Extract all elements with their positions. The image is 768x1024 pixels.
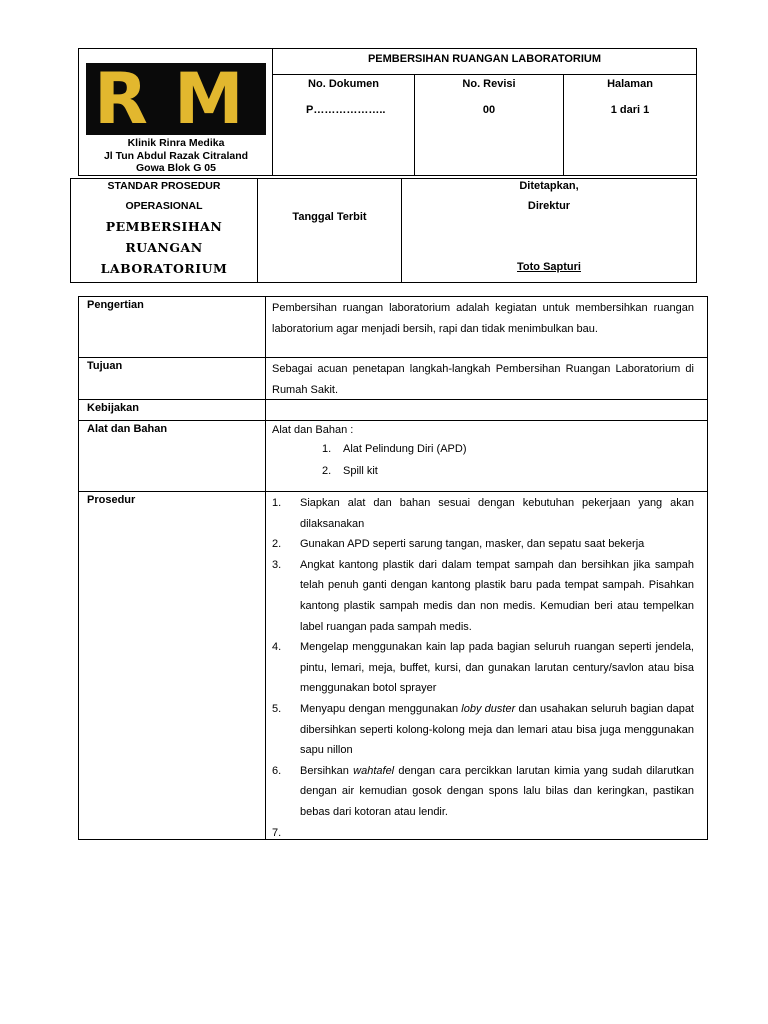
- prosedur-content: [266, 492, 707, 839]
- logo-cell: [79, 49, 273, 175]
- pengertian-text: Pembersihan ruangan laboratorium adalah kegiatan untuk membersihkan ruangan laboratorium agar menjadi bersih, rapi dan tidak menimbulkan bau.: [272, 302, 694, 335]
- sop-title-line2: RUANGAN: [125, 240, 203, 255]
- halaman-label: Halaman: [607, 78, 653, 90]
- tujuan-text: Sebagai acuan penetapan langkah-langkah Pembersihan Ruangan Laboratorium di Rumah Sakit.: [272, 363, 694, 396]
- alat-bahan-label: Alat dan Bahan: [79, 421, 266, 491]
- sop-label-line1: STANDAR PROSEDUR: [107, 180, 221, 192]
- alat-bahan-list: [272, 438, 694, 482]
- row-tujuan: [79, 358, 707, 400]
- clinic-name: Klinik Rinra Medika: [127, 137, 225, 149]
- alat-bahan-content: [266, 421, 707, 491]
- sop-title-line3: LABORATORIUM: [100, 261, 228, 276]
- alat-bahan-intro: Alat dan Bahan :: [272, 424, 354, 436]
- list-item: 2. Spill kit: [322, 465, 378, 477]
- sop-title-line1: PEMBERSIHAN: [105, 219, 223, 234]
- logo-letter-r: R: [94, 63, 145, 135]
- direktur-label: Direktur: [527, 200, 571, 212]
- sop-title-cell: [71, 179, 258, 282]
- sop-header: [70, 178, 697, 283]
- document-title: PEMBERSIHAN RUANGAN LABORATORIUM: [273, 49, 696, 75]
- clinic-info: [79, 137, 273, 175]
- no-revisi-cell: [415, 75, 564, 175]
- list-item: 1. Alat Pelindung Diri (APD): [322, 443, 467, 455]
- no-dokumen-cell: [273, 75, 415, 175]
- list-item: 7.: [272, 826, 282, 839]
- prosedur-label: Prosedur: [79, 492, 266, 839]
- list-item: 3. Angkat kantong plastik dari dalam tempat sampah dan bersihkan jika sampah telah penuh ganti dengan kantong plastik baru pada tempat sampah. Pisahkan kantong plastik sampah medis dan non medis. Kemudian beri atau tempelkan label ruangan pada sampah medis.: [272, 558, 694, 633]
- row-kebijakan: [79, 400, 707, 421]
- clinic-logo: [86, 63, 266, 135]
- list-item: 4. Mengelap menggunakan kain lap pada bagian seluruh ruangan seperti jendela, pintu, lemari, meja, buffet, kursi, dan gunakan larutan century/savlon atau bisa menggunakan botol sprayer: [272, 641, 694, 695]
- list-item: 6. Bersihkan wahtafel dengan cara percikkan larutan kimia yang sudah dilarutkan dengan air kemudian gosok dengan spons lalu bilas dan keringkan, pastikan bebas dari kotoran atau lendir.: [272, 764, 694, 818]
- document-header: [78, 48, 697, 176]
- row-pengertian: [79, 297, 707, 358]
- clinic-address-line2: Gowa Blok G 05: [136, 162, 216, 174]
- prosedur-list: [272, 493, 694, 843]
- ditetapkan-label: Ditetapkan,: [519, 180, 579, 192]
- logo-letter-m: M: [174, 63, 241, 135]
- ditetapkan-cell: [402, 179, 696, 282]
- sop-content-table: [78, 296, 708, 840]
- list-item: 1. Siapkan alat dan bahan sesuai dengan kebutuhan pekerjaan yang akan dilaksanakan: [272, 497, 694, 530]
- row-alat-bahan: [79, 421, 707, 492]
- no-revisi-value: 00: [482, 104, 496, 116]
- halaman-value: 1 dari 1: [610, 104, 650, 116]
- clinic-address-line1: Jl Tun Abdul Razak Citraland: [103, 149, 249, 162]
- kebijakan-label: Kebijakan: [79, 400, 266, 420]
- list-item: 2. Gunakan APD seperti sarung tangan, masker, dan sepatu saat bekerja: [272, 538, 645, 551]
- director-name: Toto Sapturi: [517, 261, 581, 273]
- no-dokumen-value: P………………..: [306, 104, 386, 116]
- pengertian-label: Pengertian: [79, 297, 266, 357]
- row-prosedur: [79, 492, 707, 839]
- halaman-cell: [564, 75, 696, 175]
- tujuan-label: Tujuan: [79, 358, 266, 399]
- tanggal-terbit-label: Tanggal Terbit: [292, 211, 367, 223]
- tanggal-terbit-cell: [258, 179, 402, 282]
- list-item: 5. Menyapu dengan menggunakan loby duster dan usahakan seluruh bagian dapat dibersihkan seperti kolong-kolong meja dan lemari atau bisa juga menggunakan sapu nillon: [272, 702, 694, 757]
- sop-label-line2: OPERASIONAL: [125, 200, 203, 212]
- no-revisi-label: No. Revisi: [462, 78, 516, 90]
- kebijakan-text: [266, 400, 707, 420]
- no-dokumen-label: No. Dokumen: [308, 78, 379, 90]
